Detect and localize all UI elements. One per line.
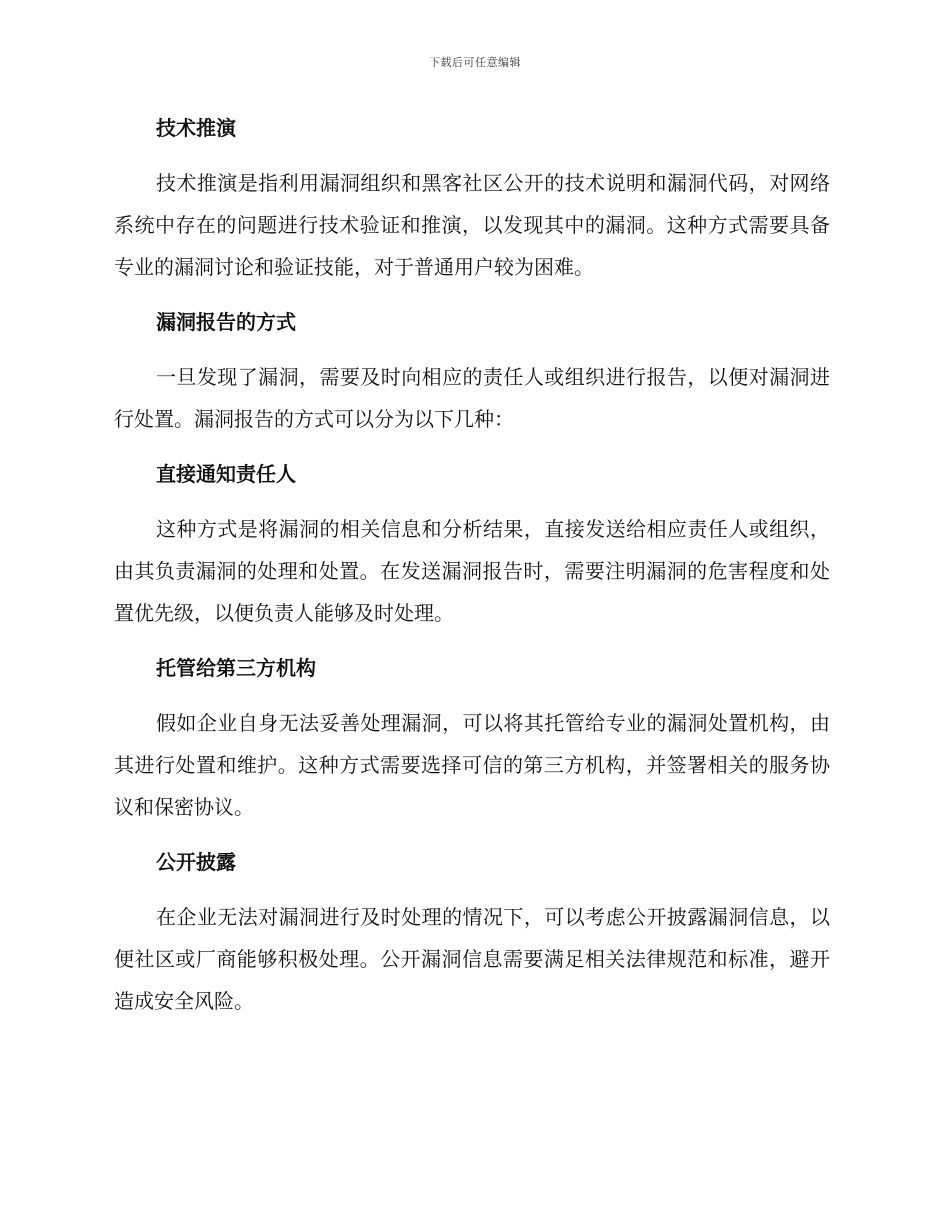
- section-third-party: [114, 648, 830, 828]
- section-heading: 漏洞报告的方式: [156, 310, 296, 334]
- section-paragraph: 技术推演是指利用漏洞组织和黑客社区公开的技术说明和漏洞代码，对网络系统中存在的问题进行技术验证和推演，以发现其中的漏洞。这种方式需要具备专业的漏洞讨论和验证技能，对于普通用户较为困难。: [114, 171, 830, 279]
- section-paragraph: 一旦发现了漏洞，需要及时向相应的责任人或组织进行报告，以便对漏洞进行处置。漏洞报告的方式可以分为以下几种：: [114, 365, 830, 431]
- section-heading: 托管给第三方机构: [156, 656, 316, 680]
- section-public-disclosure: [114, 842, 830, 1022]
- section-heading: 公开披露: [156, 850, 236, 874]
- section-heading: 直接通知责任人: [156, 462, 296, 486]
- section-heading: 技术推演: [156, 116, 236, 140]
- page-header: 下载后可任意编辑: [429, 56, 521, 69]
- section-paragraph: 在企业无法对漏洞进行及时处理的情况下，可以考虑公开披露漏洞信息，以便社区或厂商能够积极处理。公开漏洞信息需要满足相关法律规范和标准，避开造成安全风险。: [114, 905, 830, 1013]
- section-report-methods: [114, 302, 830, 440]
- document-body: [114, 108, 830, 1036]
- section-paragraph: 这种方式是将漏洞的相关信息和分析结果，直接发送给相应责任人或组织，由其负责漏洞的处理和处置。在发送漏洞报告时，需要注明漏洞的危害程度和处置优先级，以便负责人能够及时处理。: [114, 517, 830, 625]
- section-technical-deduction: [114, 108, 830, 288]
- section-notify-owner: [114, 454, 830, 634]
- section-paragraph: 假如企业自身无法妥善处理漏洞，可以将其托管给专业的漏洞处置机构，由其进行处置和维护。这种方式需要选择可信的第三方机构，并签署相关的服务协议和保密协议。: [114, 711, 830, 819]
